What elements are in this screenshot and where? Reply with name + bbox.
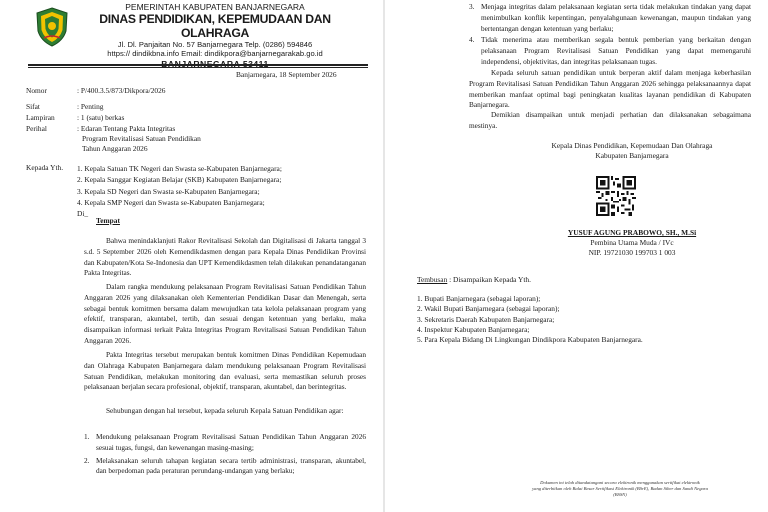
perihal-line-1: : Edaran Tentang Pakta Integritas (77, 124, 176, 133)
recipient-item: 3. Kepala SD Negeri dan Swasta se-Kabupaten Banjarnegara; (77, 186, 260, 196)
recipient-item: 4. Kepala SMP Negeri dan Swasta se-Kabupaten Banjarnegara; (77, 197, 265, 207)
e-signature-note-line-1: Dokumen ini telah ditandatangani secara elektronik menggunakan sertifikat elektronik (540, 480, 700, 485)
letterhead-rule-thick (28, 64, 368, 66)
body-paragraph-5: Kepada seluruh satuan pendidikan untuk berperan aktif dalam menjaga keberhasilan Program Revitalisasi Satuan Pendidikan Tahun Anggaran 2026 sehingga pelaksanaannya dapat memberikan manfaat optimal bagi peningkatan kualitas layanan pendidikan di Kabupaten Banjarnegara. (469, 68, 751, 110)
recipient-tempat: Tempat (96, 216, 120, 225)
instruction-list-part-2 (469, 2, 751, 68)
letterhead-city: BANJARNEGARA 53411 (161, 58, 269, 69)
tembusan-item: 5. Para Kepala Bidang Di Lingkungan Dindikpora Kabupaten Banjarnegara. (417, 335, 643, 345)
perihal-value (77, 124, 201, 154)
lampiran-label: Lampiran (26, 113, 55, 122)
tembusan-header (417, 275, 531, 285)
tembusan-item: 1. Bupati Banjarnegara (sebagai laporan); (417, 294, 541, 303)
signatory-title-line-2: Kabupaten Banjarnegara (595, 151, 669, 161)
perihal-label: Perihal (26, 124, 47, 133)
nomor-label: Nomor (26, 86, 47, 95)
tembusan-item: 3. Sekretaris Daerah Kabupaten Banjarnegara; (417, 314, 555, 324)
regency-logo-icon (35, 7, 69, 47)
signatory-block (527, 228, 737, 258)
letterhead-rule-thin (28, 67, 368, 68)
sifat-value: : Penting (77, 102, 104, 111)
qr-code-icon (596, 176, 636, 216)
letterhead (70, 2, 360, 69)
signatory-rank: Pembina Utama Muda / IVc (590, 238, 674, 248)
instruction-list-part-1 (84, 432, 366, 477)
e-signature-note-line-2: yang diterbitkan oleh Balai Besar Sertifikasi Elektronik (BSrE), Badan Siber dan Sandi Negara (BSSN) (532, 485, 708, 497)
tembusan-label: Tembusan (417, 275, 448, 284)
body-paragraph-2: Dalam rangka mendukung pelaksanaan Program Revitalisasi Satuan Pendidikan Tahun Anggaran 2026 yang dilaksanakan oleh Kementerian Pendidikan Dasar dan Menengah, serta sebagai bentuk komitmen bersama dalam mewujudkan tata kelola pelaksanaan program yang efektif, transparan, akuntabel, tertib, dan sesuai dengan ketentuan yang berlaku, maka disampaikan informasi terkait Pakta Integritas Program Revitalisasi Satuan Pendidikan Tahun Anggaran 2026. (84, 282, 366, 345)
instruction-item: 4. Tidak menerima atau memberikan segala bentuk pemberian yang berkaitan dengan pelaksanaan Program Revitalisasi Satuan Pendidikan yang dapat memengaruhi independensi, objektivitas, dan integritas pelaksanaan tugas. (469, 35, 751, 66)
signatory-name: YUSUF AGUNG PRABOWO, SH., M.Si (567, 228, 697, 237)
signatory-title (527, 141, 737, 161)
letterhead-web-email: https:// dindikbna.info Email: dindikpora@banjarnegarakab.go.id (107, 48, 323, 58)
letter-date: Banjarnegara, 18 September 2026 (236, 70, 337, 79)
recipient-item: 1. Kepala Satuan TK Negeri dan Swasta se-Kabupaten Banjarnegara; (77, 164, 282, 173)
recipients-label: Kepada Yth. (26, 163, 64, 172)
perihal-line-2: Program Revitalisasi Satuan Pendidikan (82, 134, 201, 144)
perihal-line-3: Tahun Anggaran 2026 (82, 144, 148, 154)
sifat-label: Sifat (26, 102, 40, 111)
tembusan-item: 4. Inspektur Kabupaten Banjarnegara; (417, 325, 530, 335)
signatory-title-line-1: Kepala Dinas Pendidikan, Kepemudaan Dan Olahraga (551, 141, 713, 150)
body-paragraph-1: Bahwa menindaklanjuti Rakor Revitalisasi Sekolah dan Digitalisasi di Jakarta tanggal 3 s.d. 5 September 2026 oleh Kemendikdasmen dengan para Kepala Dinas Pendidikan Provinsi dan Kabupaten/Kota Se-Indonesia dan UPT Kemendikdasmen telah dilakukan penandatanganan Pakta Integritas. (84, 236, 366, 278)
body-paragraph-4: Sehubungan dengan hal tersebut, kepada seluruh Kepala Satuan Pendidikan agar: (106, 406, 344, 415)
instruction-item: 2. Melaksanakan seluruh tahapan kegiatan secara tertib administrasi, transparan, akuntabel, dan berpedoman pada peraturan perundang-undangan yang berlaku; (84, 455, 366, 476)
letter-page-1 (0, 0, 383, 512)
nomor-value: : P/400.3.5/873/Dikpora/2026 (77, 86, 166, 95)
letter-page-2 (385, 0, 768, 512)
letterhead-department: DINAS PENDIDIKAN, KEPEMUDAAN DAN OLAHRAGA (99, 12, 331, 41)
recipients-list (77, 163, 282, 219)
letterhead-government: PEMERINTAH KABUPATEN BANJARNEGARA (125, 2, 305, 12)
body-paragraph-6: Demikian disampaikan untuk menjadi perhatian dan dilaksanakan sebagaimana mestinya. (469, 110, 751, 130)
tembusan-intro: : Disampaikan Kepada Yth. (449, 275, 531, 284)
recipient-di: Di_ (77, 209, 89, 218)
signatory-nip: NIP. 19721030 199703 1 003 (588, 248, 676, 258)
body-paragraph-3: Pakta Integritas tersebut merupakan bentuk komitmen Dinas Pendidikan Kepemudaan dan Olahraga Kabupaten Banjarnegara dalam mendukung pelaksanaan Program Revitalisasi Satuan Pendidikan, melakukan monitoring dan evaluasi, serta memastikan seluruh proses pelaksanaan berjalan secara profesional, objektif, transparan, akuntabel, dan berintegritas. (84, 350, 366, 392)
letterhead-address: Jl. Dl. Panjaitan No. 57 Banjarnegara Telp. (0286) 594846 (117, 39, 313, 49)
lampiran-value: : 1 (satu) berkas (77, 113, 125, 122)
e-signature-note (530, 480, 710, 498)
instruction-item: 3. Menjaga integritas dalam pelaksanaan kegiatan serta tidak melakukan tindakan yang dapat menimbulkan konflik kepentingan, penyalahgunaan kewenangan, maupun tindakan yang bertentangan dengan ketentuan yang berlaku; (469, 2, 751, 33)
recipient-item: 2. Kepala Sanggar Kegiatan Belajar (SKB) Kabupaten Banjarnegara; (77, 175, 282, 185)
tembusan-item: 2. Wakil Bupati Banjarnegara (sebagai laporan); (417, 304, 560, 314)
instruction-item: 1. Mendukung pelaksanaan Program Revitalisasi Satuan Pendidikan Tahun Anggaran 2026 sesuai tugas, fungsi, dan kewenangan masing-masing; (84, 432, 366, 452)
tembusan-list (417, 294, 643, 346)
